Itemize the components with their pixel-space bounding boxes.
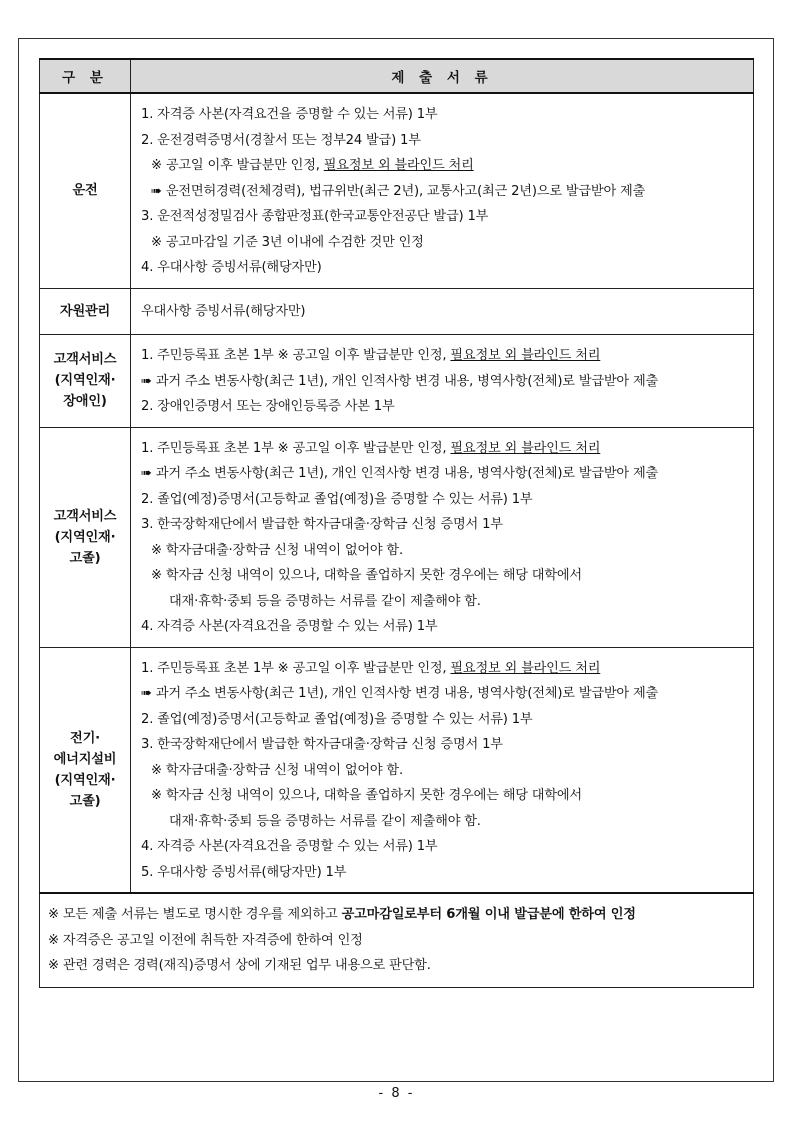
notes-cell: [40, 893, 754, 987]
document-line: ※ 학자금대출·장학금 신청 내역이 없어야 함.: [151, 762, 403, 778]
note-text: ※ 관련 경력은 경력(재직)증명서 상에 기재된 업무 내용으로 판단함.: [48, 958, 431, 973]
document-line: ➠ 과거 주소 변동사항(최근 1년), 개인 인적사항 변경 내용, 병역사항(전체)로 발급받아 제출: [141, 686, 659, 701]
note-text: ※ 자격증은 공고일 이전에 취득한 자격증에 한하여 인정: [48, 932, 363, 948]
document-line: [137, 343, 747, 369]
note-line: [48, 902, 745, 928]
document-line: 4. 자격증 사본(자격요건을 증명할 수 있는 서류) 1부: [141, 619, 438, 634]
document-line: 5. 우대사항 증빙서류(해당자만) 1부: [141, 864, 347, 880]
document-line: 2. 운전경력증명서(경찰서 또는 정부24 발급) 1부: [141, 132, 421, 148]
document-line: ➠ 과거 주소 변동사항(최근 1년), 개인 인적사항 변경 내용, 병역사항(전체)로 발급받아 제출: [141, 373, 659, 389]
table-row: [40, 335, 754, 428]
category-cell: 운전: [40, 93, 131, 288]
document-line: 3. 운전적성정밀검사 종합판정표(한국교통안전공단 발급) 1부: [141, 209, 489, 224]
documents-column-header: 제 출 서 류: [131, 59, 754, 93]
document-line: [137, 153, 747, 179]
document-line: 2. 졸업(예정)증명서(고등학교 졸업(예정)을 증명할 수 있는 서류) 1부: [141, 491, 533, 507]
document-line: 2. 장애인증명서 또는 장애인등록증 사본 1부: [141, 399, 395, 414]
note-line: [48, 953, 745, 979]
required-documents-table: [39, 58, 754, 988]
document-line: 3. 한국장학재단에서 발급한 학자금대출·장학금 신청 증명서 1부: [141, 517, 503, 532]
note-line: [48, 928, 745, 954]
line-text: ※ 공고일 이후 발급분만 인정,: [151, 158, 324, 173]
category-column-header: 구 분: [40, 59, 131, 93]
table-row: [40, 288, 754, 335]
table-row: [40, 93, 754, 288]
category-cell: 자원관리: [40, 288, 131, 335]
table-body: [40, 93, 754, 987]
underlined-text: 필요정보 외 블라인드 처리: [450, 348, 601, 363]
table-row: [40, 427, 754, 647]
document-line: 3. 한국장학재단에서 발급한 학자금대출·장학금 신청 증명서 1부: [141, 737, 503, 752]
documents-cell: [131, 427, 754, 647]
note-text: ※ 모든 제출 서류는 별도로 명시한 경우를 제외하고: [48, 907, 342, 922]
category-cell: 고객서비스 (지역인재· 장애인): [40, 335, 131, 428]
note-emphasis: 공고마감일로부터 6개월 이내 발급분에 한하여 인정: [341, 907, 636, 922]
document-line: ※ 학자금대출·장학금 신청 내역이 없어야 함.: [151, 542, 403, 558]
documents-cell: [131, 93, 754, 288]
underlined-text: 필요정보 외 블라인드 처리: [450, 660, 601, 676]
document-line: 4. 자격증 사본(자격요건을 증명할 수 있는 서류) 1부: [141, 839, 438, 854]
document-line: 1. 자격증 사본(자격요건을 증명할 수 있는 서류) 1부: [141, 107, 438, 122]
document-line: 우대사항 증빙서류(해당자만): [141, 303, 306, 319]
page-number: - 8 -: [378, 1086, 415, 1101]
documents-cell: [131, 288, 754, 335]
document-line: [137, 656, 747, 682]
notes-row: [40, 893, 754, 987]
documents-cell: [131, 647, 754, 893]
table-header-row: [40, 59, 754, 93]
documents-cell: [131, 335, 754, 428]
document-line: ※ 학자금 신청 내역이 있으나, 대학을 졸업하지 못한 경우에는 해당 대학에서: [151, 568, 582, 583]
document-line: 4. 우대사항 증빙서류(해당자만): [141, 260, 322, 275]
document-line: ➠ 과거 주소 변동사항(최근 1년), 개인 인적사항 변경 내용, 병역사항(전체)로 발급받아 제출: [141, 466, 659, 481]
document-line: 대재·휴학·중퇴 등을 증명하는 서류를 같이 제출해야 함.: [169, 813, 481, 829]
document-line: 대재·휴학·중퇴 등을 증명하는 서류를 같이 제출해야 함.: [169, 593, 481, 609]
document-line: ※ 공고마감일 기준 3년 이내에 수검한 것만 인정: [151, 234, 424, 250]
line-text: 1. 주민등록표 초본 1부 ※ 공고일 이후 발급분만 인정,: [141, 660, 451, 676]
underlined-text: 필요정보 외 블라인드 처리: [450, 440, 601, 456]
underlined-text: 필요정보 외 블라인드 처리: [323, 158, 474, 173]
line-text: 1. 주민등록표 초본 1부 ※ 공고일 이후 발급분만 인정,: [141, 348, 451, 363]
category-cell: 전기· 에너지설비 (지역인재· 고졸): [40, 647, 131, 893]
table-row: [40, 647, 754, 893]
line-text: 1. 주민등록표 초본 1부 ※ 공고일 이후 발급분만 인정,: [141, 440, 451, 456]
document-line: ※ 학자금 신청 내역이 있으나, 대학을 졸업하지 못한 경우에는 해당 대학에서: [151, 788, 582, 803]
category-cell: 고객서비스 (지역인재· 고졸): [40, 427, 131, 647]
document-line: [137, 436, 747, 462]
document-line: ➠ 운전면허경력(전체경력), 법규위반(최근 2년), 교통사고(최근 2년)으로 발급받아 제출: [151, 183, 646, 199]
document-line: 2. 졸업(예정)증명서(고등학교 졸업(예정)을 증명할 수 있는 서류) 1부: [141, 711, 533, 727]
